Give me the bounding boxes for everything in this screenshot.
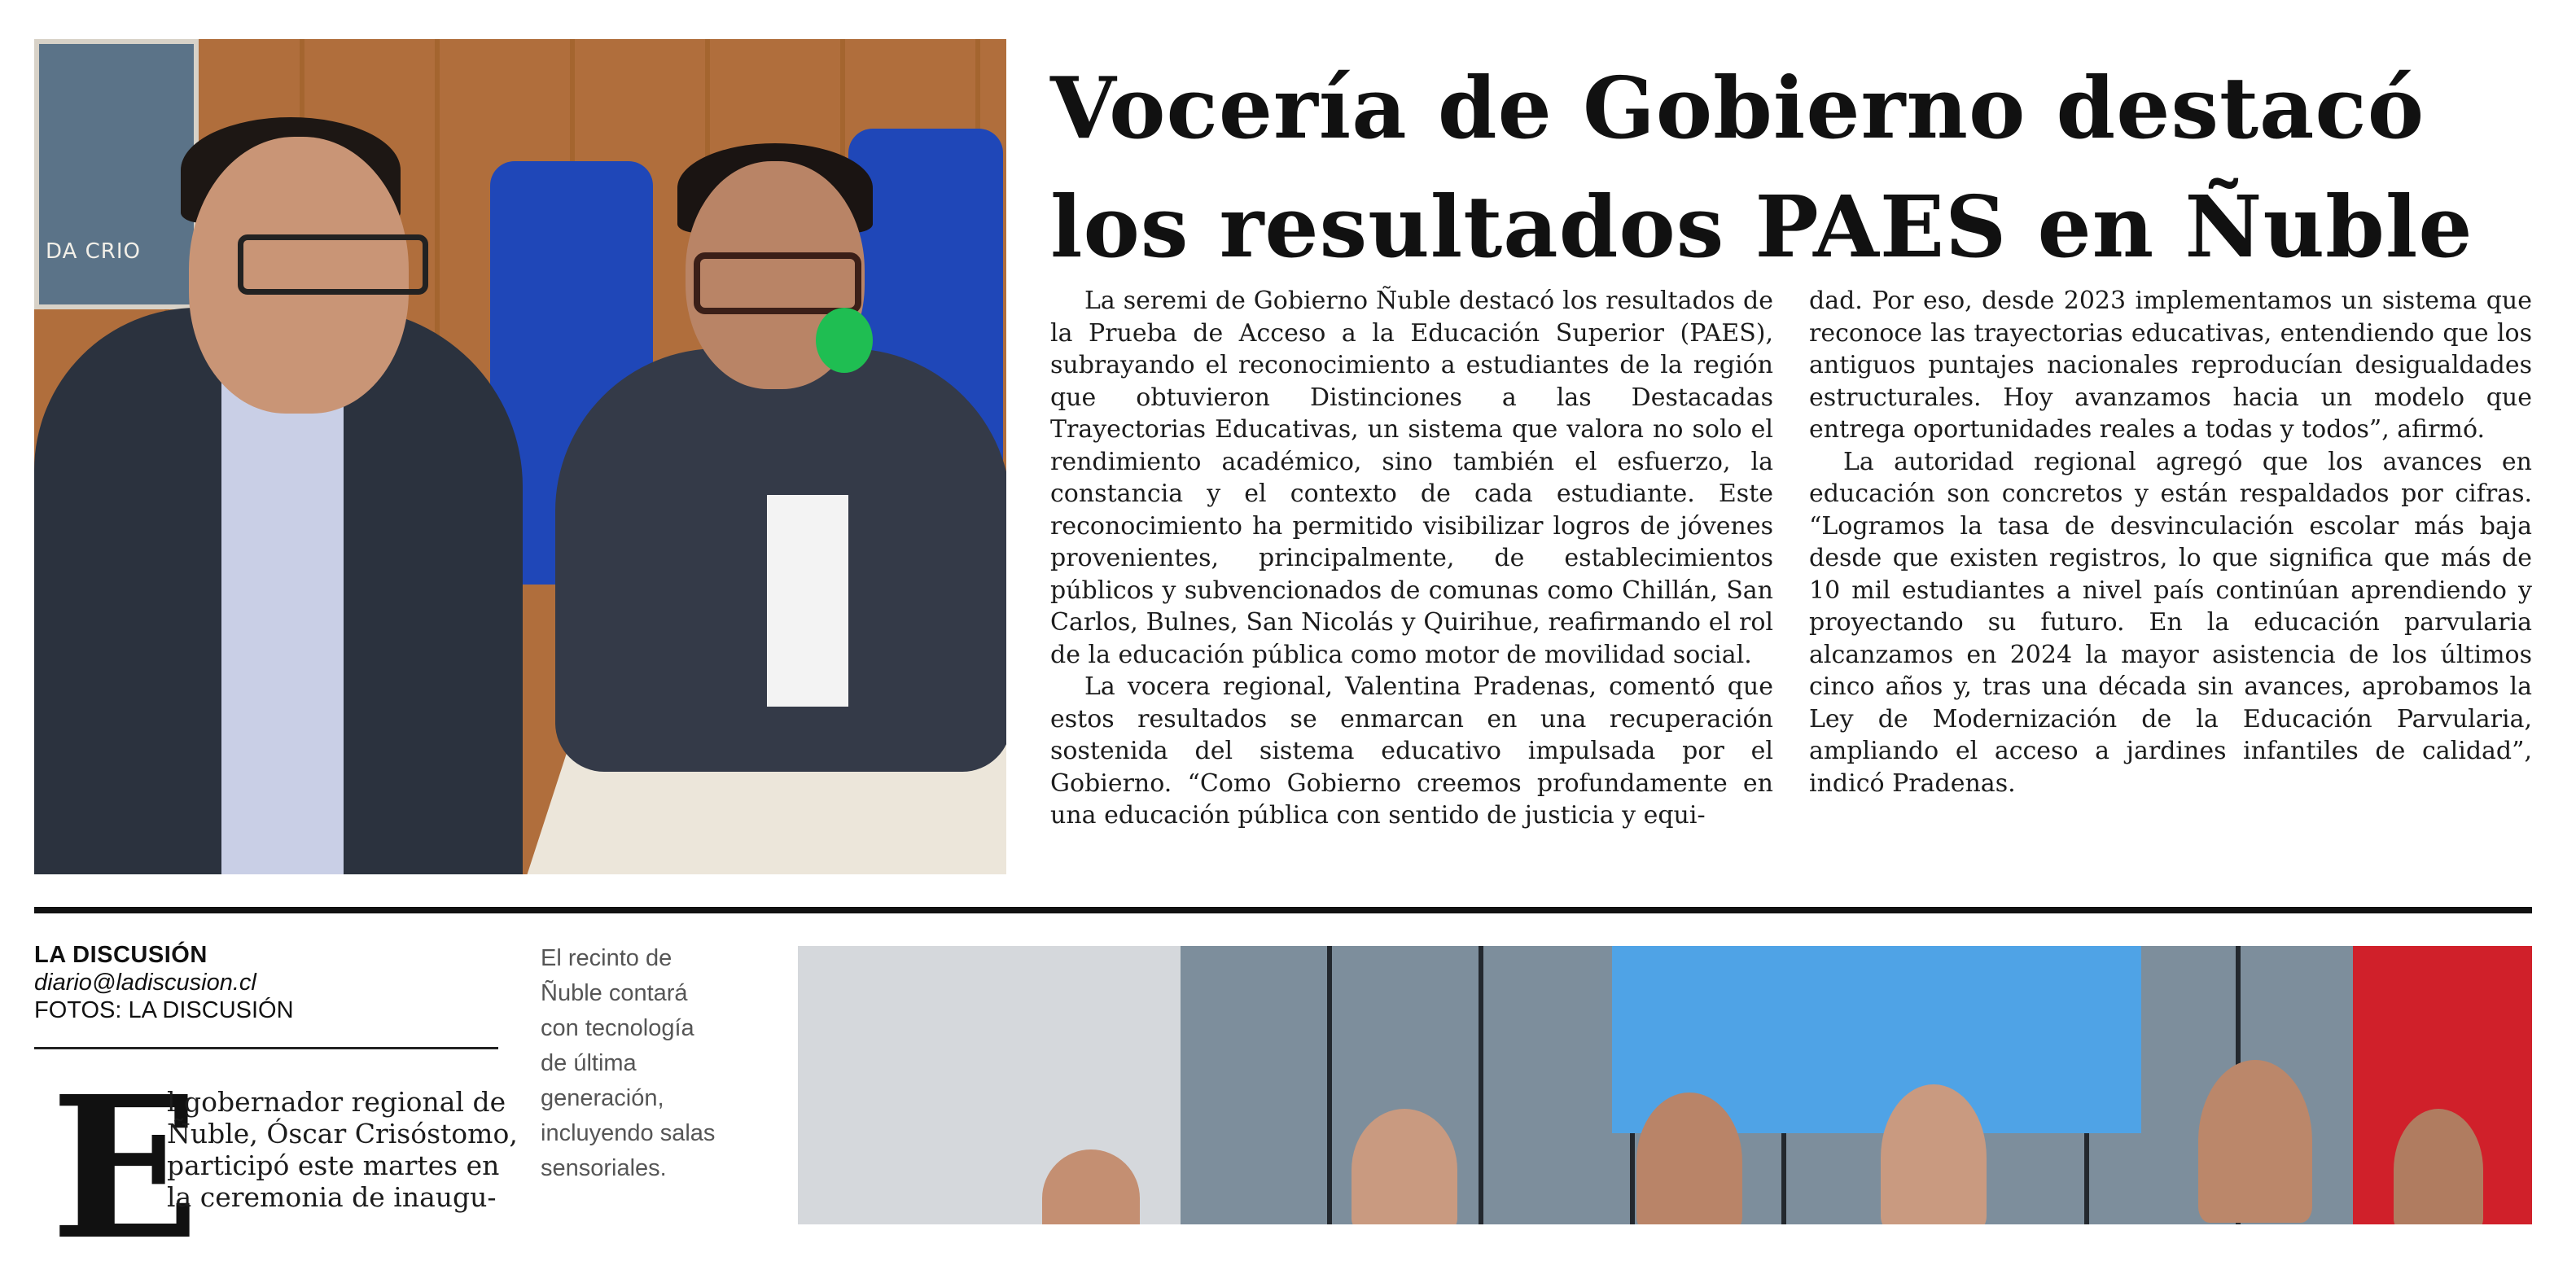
article-paragraph: La autoridad regional agregó que los avances en educación son concretos y están respaldados por cifras. “Logramos la tasa de desvinculación escolar más baja desde que existen registros, lo que significa que más de 10 mil estudiantes a nivel país continúan aprendiendo y proyectando su futuro. En la educación parvularia alcanzamos en 2024 la mayor asistencia de los últimos cinco años y, tras una década sin avances, aprobamos la Ley de Modernización de la Educación Parvularia, ampliando el acceso a jardines infantiles de calidad”, indicó Pradenas. [1809,447,2532,798]
body-line: la ceremonia de inaugu- [167,1181,497,1213]
article-headline [1050,49,2540,287]
caption-line: incluyendo salas [541,1120,716,1146]
drop-cap: E [50,1053,199,1283]
wall-sign-text: DA CRIO [46,239,141,264]
body-line: Ñuble, Óscar Crisóstomo, [167,1118,518,1149]
caption-line: El recinto de [541,945,672,971]
article-paragraph: La vocera regional, Valentina Pradenas, comentó que estos resultados se enmarcan en una recuperación sostenida del sistema educativo impulsada por el Gobierno. “Como Gobierno creemos profundamente en una educación pública con sentido de justicia y equi- [1050,672,1773,830]
byline-email: diario@ladiscusion.cl [34,970,256,996]
byline-divider [34,1047,498,1049]
headline-line: los resultados PAES en Ñuble [1050,177,2473,277]
section-divider [34,907,2532,913]
headline-line: Vocería de Gobierno destacó [1050,58,2425,158]
article-column-right [1809,285,2532,799]
top-photo [34,39,1006,874]
caption-line: sensoriales. [541,1155,667,1181]
wall-picture-frame [34,39,199,309]
caption-line: de última [541,1050,637,1076]
caption-line: Ñuble contará [541,980,688,1006]
caption-line: con tecnología [541,1015,694,1041]
second-article-body [167,1086,518,1213]
article-column-left [1050,285,1773,832]
bottom-photo [798,946,2532,1224]
byline-name: LA DISCUSIÓN [34,942,208,968]
article-paragraph: dad. Por eso, desde 2023 implementamos un sistema que reconoce las trayectorias educativas, entendiendo que los antiguos puntajes nacionales reproducían desigualdades estructurales. Hoy avanzamos hacia un modelo que entrega oportunidades reales a todas y todos”, afirmó. [1809,287,2532,444]
byline [34,941,498,1024]
body-line: l gobernador regional de [167,1086,506,1118]
article-paragraph: La seremi de Gobierno Ñuble destacó los resultados de la Prueba de Acceso a la Educación Superior (PAES), subrayando el reconocimiento a estudiantes de la región que obtuvieron Distinciones a las Destacadas Trayectorias Educativas, un sistema que valora no solo el rendimiento académico, sino también el esfuerzo, la constancia y el contexto de cada estudiante. Este reconocimiento ha permitido visibilizar logros de jóvenes provenientes, principalmente, de establecimientos públicos y subvencionados de comunas como Chillán, San Carlos, Bulnes, San Nicolás y Quirihue, reafirmando el rol de la educación pública como motor de movilidad social. [1050,287,1773,669]
byline-photos: FOTOS: LA DISCUSIÓN [34,997,294,1023]
caption-line: generación, [541,1085,664,1111]
photo-caption [541,941,777,1186]
body-line: participó este martes en [167,1149,500,1181]
